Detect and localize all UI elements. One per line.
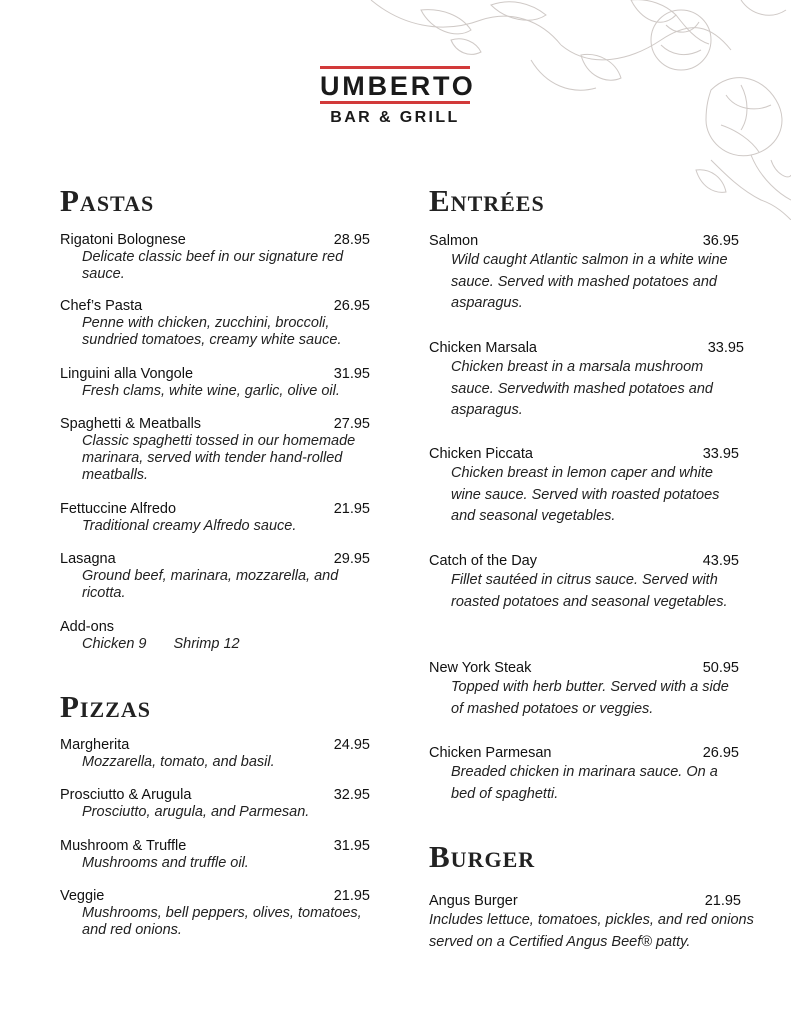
item-description: Ground beef, marinara, mozzarella, and ricotta.: [82, 568, 339, 601]
menu-item: [429, 445, 739, 528]
section-title-pastas: Pastas: [60, 183, 155, 218]
menu-item: [429, 744, 739, 805]
item-name: New York Steak: [429, 660, 532, 676]
item-name: Veggie: [60, 888, 105, 904]
item-price: 21.95: [333, 888, 370, 904]
item-price: 33.95: [702, 446, 739, 462]
item-description: Breaded chicken in marinara sauce. On a bed of spaghetti.: [451, 764, 718, 802]
item-price: 21.95: [704, 893, 741, 909]
brand-subtitle: BAR & GRILL: [330, 109, 460, 126]
item-description: Penne with chicken, zucchini, broccoli, sundried tomatoes, creamy white sauce.: [82, 315, 342, 348]
item-description: Mushrooms and truffle oil.: [82, 855, 249, 871]
addon-option: Chicken 9: [82, 636, 147, 652]
menu-item: [60, 786, 370, 821]
item-price: 32.95: [333, 787, 370, 803]
item-name: Chicken Marsala: [429, 340, 537, 356]
menu-item: [60, 415, 370, 484]
item-price: 43.95: [702, 553, 739, 569]
item-name: Chicken Piccata: [429, 446, 533, 462]
addon-option: Shrimp 12: [173, 636, 240, 652]
item-name: Salmon: [429, 233, 479, 249]
item-name: Mushroom & Truffle: [60, 838, 187, 854]
item-description: Mushrooms, bell peppers, olives, tomatoes, and red onions.: [82, 905, 362, 938]
menu-item: [60, 500, 370, 535]
item-price: 29.95: [333, 551, 370, 567]
item-description: Topped with herb butter. Served with a side of mashed potatoes or veggies.: [451, 679, 729, 717]
item-description: Chicken breast in a marsala mushroom sauce. Servedwith mashed potatoes and asparagus.: [451, 359, 713, 418]
addons-title: Add-ons: [60, 619, 115, 635]
item-name: Angus Burger: [429, 893, 518, 909]
item-price: 26.95: [702, 745, 739, 761]
addons: [60, 618, 370, 653]
item-description: Fillet sautéed in citrus sauce. Served with roasted potatoes and seasonal vegetables.: [451, 572, 728, 610]
item-description: Includes lettuce, tomatoes, pickles, and red onions served on a Certified Angus Beef® patty.: [429, 912, 754, 950]
menu-item: [60, 365, 370, 400]
menu-item: [429, 659, 739, 720]
item-description: Fresh clams, white wine, garlic, olive oil.: [82, 383, 340, 399]
item-description: Mozzarella, tomato, and basil.: [82, 754, 275, 770]
item-name: Linguini alla Vongole: [60, 366, 194, 382]
item-name: Margherita: [60, 737, 130, 753]
item-price: 36.95: [702, 233, 739, 249]
item-description: Delicate classic beef in our signature red sauce.: [82, 249, 344, 282]
section-title-pizzas: Pizzas: [60, 689, 151, 724]
item-price: 24.95: [333, 737, 370, 753]
item-price: 50.95: [702, 660, 739, 676]
brand-logo: [320, 66, 476, 128]
menu-item: [429, 552, 739, 613]
item-price: 27.95: [333, 416, 370, 432]
menu-item: [60, 887, 370, 939]
menu-item: [60, 297, 370, 349]
item-price: 31.95: [333, 366, 370, 382]
section-title-burger: Burger: [429, 839, 536, 874]
item-name: Lasagna: [60, 551, 116, 567]
item-name: Catch of the Day: [429, 553, 537, 569]
menu-item: [60, 231, 370, 283]
menu-item: [429, 232, 739, 315]
item-name: Prosciutto & Arugula: [60, 787, 192, 803]
item-description: Prosciutto, arugula, and Parmesan.: [82, 804, 310, 820]
menu-item: [429, 339, 744, 422]
item-name: Spaghetti & Meatballs: [60, 416, 202, 432]
item-name: Chef’s Pasta: [60, 298, 143, 314]
item-price: 31.95: [333, 838, 370, 854]
section-title-entrees: Entrées: [429, 183, 545, 218]
menu-item: [60, 736, 370, 771]
item-name: Fettuccine Alfredo: [60, 501, 177, 517]
menu-item: [60, 550, 370, 602]
menu-item: [429, 892, 754, 953]
item-description: Chicken breast in lemon caper and white wine sauce. Served with roasted potatoes and seasonal vegetables.: [451, 465, 720, 524]
menu-item: [60, 837, 370, 872]
item-price: 21.95: [333, 501, 370, 517]
item-description: Traditional creamy Alfredo sauce.: [82, 518, 297, 534]
item-description: Classic spaghetti tossed in our homemade marinara, served with tender hand-rolled meatballs.: [82, 433, 356, 483]
brand-name: UMBERTO: [320, 71, 476, 101]
item-price: 33.95: [707, 340, 744, 356]
item-name: Chicken Parmesan: [429, 745, 552, 761]
item-price: 26.95: [333, 298, 370, 314]
item-description: Wild caught Atlantic salmon in a white wine sauce. Served with mashed potatoes and asparagus.: [451, 252, 728, 311]
item-price: 28.95: [333, 232, 370, 248]
item-name: Rigatoni Bolognese: [60, 232, 186, 248]
